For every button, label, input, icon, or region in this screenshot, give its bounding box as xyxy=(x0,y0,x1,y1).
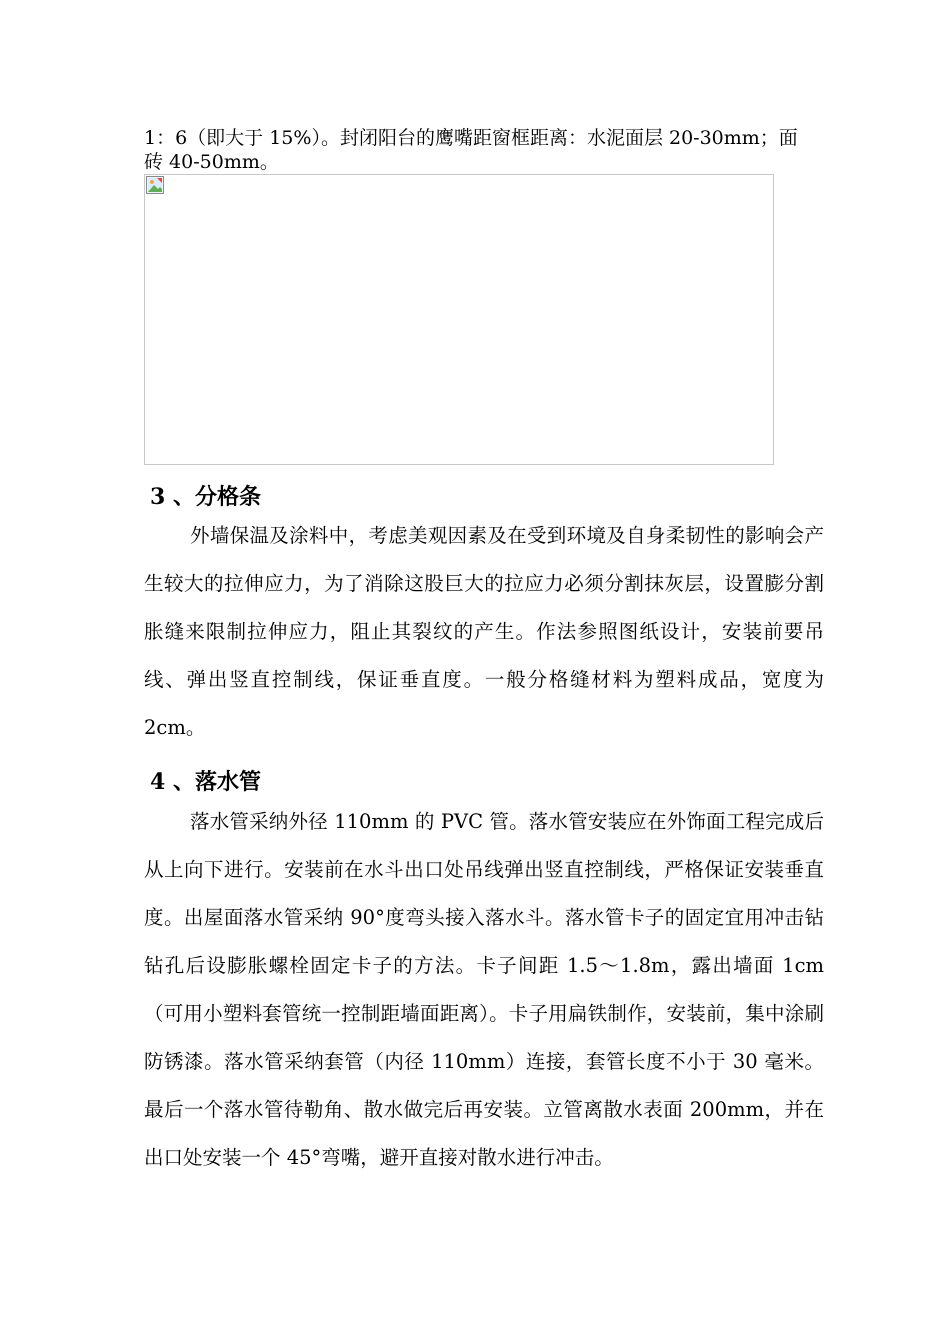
section-body-3: 外墙保温及涂料中，考虑美观因素及在受到环境及自身柔韧性的影响会产生较大的拉伸应力，为了消除这股巨大的拉应力必须分割抹灰层，设置膨分割胀缝来限制拉伸应力，阻止其裂纹的产生。作法参照图纸设计，安装前要吊线、弹出竖直控制线，保证垂直度。一般分格缝材料为塑料成品，宽度为 2cm。 xyxy=(144,524,824,739)
intro-paragraph: 1：6（即大于 15%）。封闭阳台的鹰嘴距窗框距离：水泥面层 20-30mm；面砖 40-50mm。 xyxy=(144,127,798,173)
broken-image-icon xyxy=(146,176,164,194)
section-heading-3: 3 、分格条 xyxy=(150,484,261,510)
section-body-4: 落水管采纳外径 110mm 的 PVC 管。落水管安装应在外饰面工程完成后从上向下进行。安装前在水斗出口处吊线弹出竖直控制线，严格保证安装垂直度。出屋面落水管采纳 90°度弯头接入落水斗。落水管卡子的固定宜用冲击钻钻孔后设膨胀螺栓固定卡子的方法。卡子间距 1.5～1.8m，露出墙面 1cm（可用小塑料套管统一控制距墙面距离）。卡子用扁铁制作，安装前，集中涂刷防锈漆。落水管采纳套管（内径 110mm）连接，套管长度不小于 30 毫米。最后一个落水管待勒角、散水做完后再安装。立管离散水表面 200mm，并在出口处安装一个 45°弯嘴，避开直接对散水进行冲击。 xyxy=(144,810,824,1169)
section-heading-4: 4 、落水管 xyxy=(150,769,261,795)
image-placeholder xyxy=(144,174,774,465)
